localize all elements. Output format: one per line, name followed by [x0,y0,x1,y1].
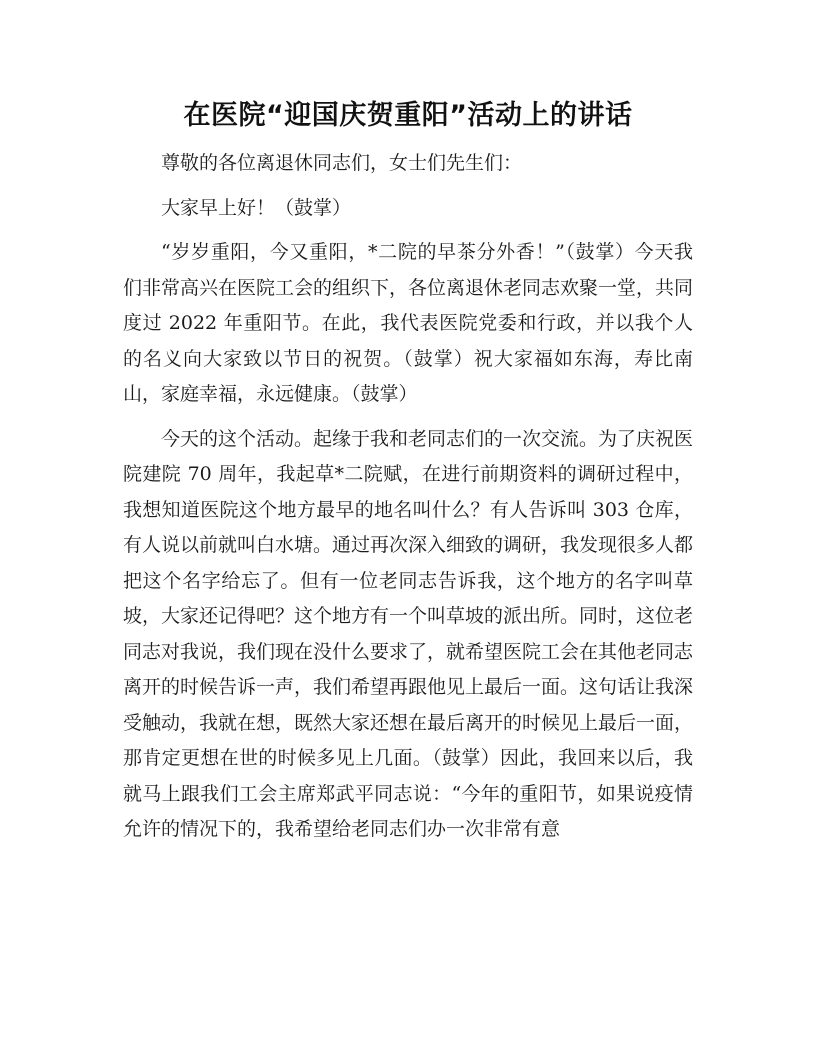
document-body [123,146,693,848]
salutation-paragraph: 尊敬的各位离退休同志们，女士们先生们： [161,152,523,174]
greeting-paragraph: 大家早上好！（鼓掌） [161,196,352,219]
story-paragraph: 今天的这个活动。起缘于我和老同志们的一次交流。为了庆祝医院建院 70 周年，我起草*二院赋，在进行前期资料的调研过程中，我想知道医院这个地方最早的地名叫什么？有人告诉叫 303 仓库，有人说以前就叫白水塘。通过再次深入细致的调研，我发现很多人都把这个名字给忘了。但有一位老同志告诉我，这个地方的名字叫草坡，大家还记得吧？这个地方有一个叫草坡的派出所。同时，这位老同志对我说，我们现在没什么要求了，就希望医院工会在其他老同志离开的时候告诉一声，我们希望再跟他见上最后一面。这句话让我深受触动，我就在想，既然大家还想在最后离开的时候见上最后一面，那肯定更想在世的时候多见上几面。（鼓掌）因此，我回来以后，我就马上跟我们工会主席郑武平同志说：“今年的重阳节，如果说疫情允许的情况下的，我希望给老同志们办一次非常有意 [123,427,694,840]
document-title: 在医院“迎国庆贺重阳”活动上的讲话 [183,100,633,131]
opening-paragraph: “岁岁重阳，今又重阳，*二院的早茶分外香！”（鼓掌）今天我们非常高兴在医院工会的组织下，各位离退休老同志欢聚一堂，共同度过 2022 年重阳节。在此，我代表医院党委和行政，并以我个人的名义向大家致以节日的祝贺。（鼓掌）祝大家福如东海，寿比南山，家庭幸福，永远健康。（鼓掌） [123,241,694,405]
